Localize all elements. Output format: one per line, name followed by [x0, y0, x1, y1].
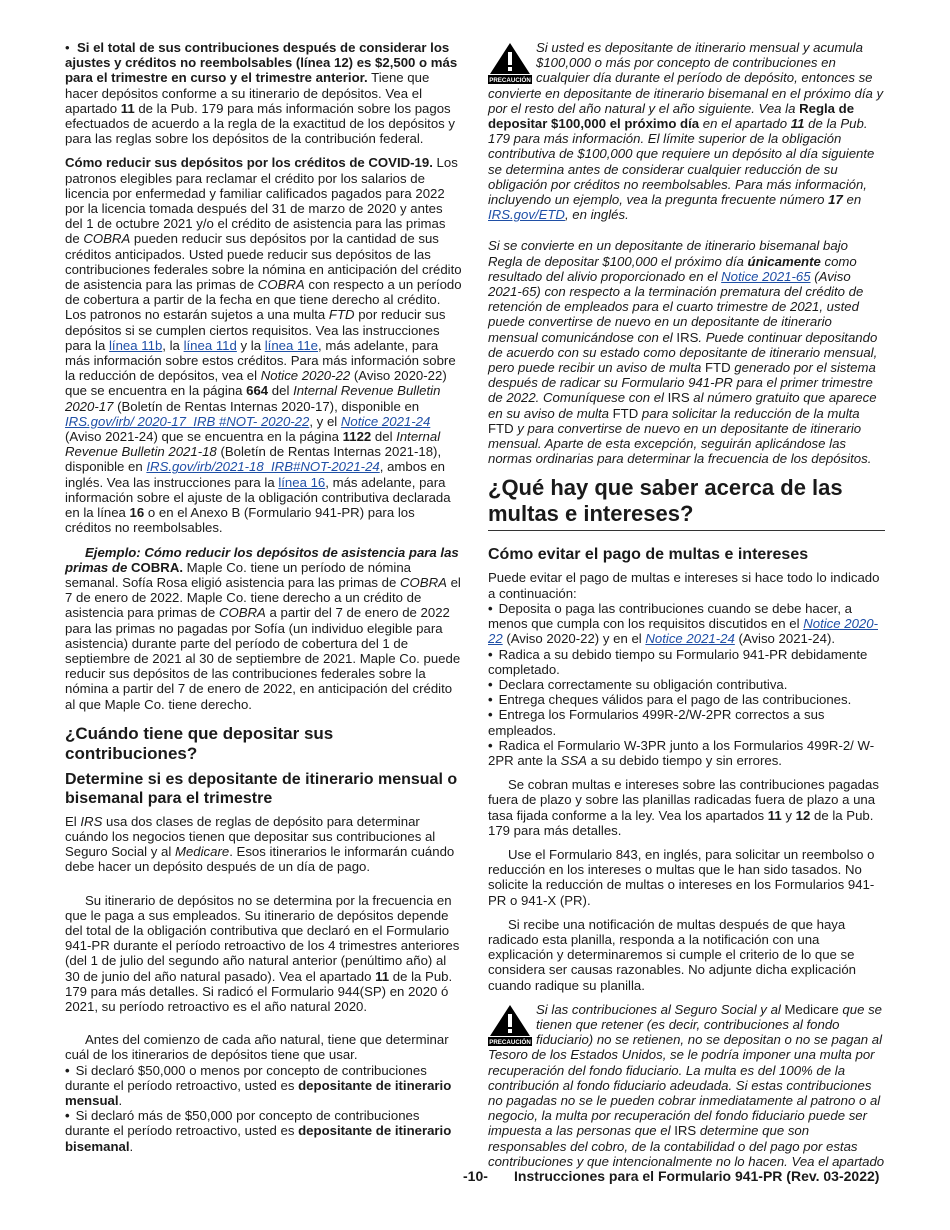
heading-avoid-fines: Cómo evitar el pago de multas e intereses — [488, 546, 809, 564]
heading-when-deposit: ¿Cuándo tiene que depositar sus contribuciones? — [65, 723, 334, 763]
heading-determine-schedule: Determine si es depositante de itinerario mensual o bisemanal para el trimestre — [65, 770, 458, 807]
paragraph-avoid-intro: Puede evitar el pago de multas e intereses si hace todo lo indicado a continuación: — [488, 570, 880, 601]
covid-credits-heading: Cómo reducir sus depósitos por los créditos de COVID-19. — [65, 155, 433, 171]
link-line-11b[interactable]: línea 11b — [109, 337, 163, 353]
bullet-correct-forms: • Entrega los Formularios 499R-2/W-2PR correctos a sus empleados. — [488, 707, 885, 737]
page-number: -10- — [463, 1168, 488, 1184]
paragraph-schedule-choice: Antes del comienzo de cada año natural, tiene que determinar cuál de los itinerarios de depósitos tiene que usar. — [65, 1032, 449, 1063]
bullet-deposit-on-time: • Deposita o paga las contribuciones cuando se debe hacer, a menos que cumpla con los requisitos discutidos en el Notice 2020-22 (Aviso 2020-22) y en el Notice 2021-24 (Aviso 2021-24). — [488, 601, 885, 647]
link-irb-2020-17[interactable]: IRS.gov/irb/ 2020-17_IRB #NOT- 2020-22 — [65, 413, 310, 429]
link-notice-2021-24-b[interactable]: Notice 2021-24 — [645, 631, 735, 647]
link-line-11d[interactable]: línea 11d — [183, 337, 237, 353]
paragraph-deposit-rules: El IRS usa dos clases de reglas de depósito para determinar cuándo los negocios tienen que depositar sus contribuciones al Seguro Social y al Medicare. Esos itinerarios le informarán cuándo debe hacer un depósito después de un día de pago. — [65, 813, 455, 875]
bullet-file-w3pr: • Radica el Formulario W-3PR junto a los Formularios 499R-2/ W-2PR ante la SSA a su debido tiempo y sin errores. — [488, 738, 885, 768]
deposit-threshold-lead: Si el total de sus contribuciones después de considerar los ajustes y créditos no reembolsables (línea 12) es $2,500 o más para el trimestre en curso y el trimestre anterior. — [65, 40, 458, 86]
right-column — [488, 40, 885, 1178]
heading-fines-interest: ¿Qué hay que saber acerca de las multas e intereses? — [488, 475, 843, 527]
bullet-report-correctly: • Declara correctamente su obligación contributiva. — [488, 677, 885, 692]
paragraph-lookback: Su itinerario de depósitos no se determina por la frecuencia en que le paga a sus empleados. Su itinerario de depósitos depende del total de la obligación contributiva que declaró en el Formulario 941-PR durante el período retroactivo de los 4 trimestres anteriores (del 1 de julio del segundo año natural anterior (penúltimo año) al 30 de junio del año natural pasado). Vea el apartado 11 de la Pub. 179 para más detalles. Si radicó el Formulario 944(SP) en 2020 ó 2021, su período retroactivo es el año natural 2020. — [65, 892, 460, 1014]
link-line-11e[interactable]: línea 11e — [264, 337, 319, 353]
paragraph-notice-2021-65: Si se convierte en un depositante de itinerario bisemanal bajo Regla de depositar $100,000 el próximo día únicamente como resultado del alivio proporcionado en el Notice 2021-65 (Aviso 2021-65) con respecto a la terminación prematura del crédito de retención de empleados para el cuarto trimestre de 2021, usted puede convertirse de nuevo en un depositante de itinerario mensual comunicándose con el IRS. Puede continuar depositando de acuerdo con su estado como depositante de itinerario mensual, pero puede recibir un aviso de multa FTD generado por el sistema después de radicar su Formulario 941-PR para el primer trimestre de 2022. Comuníquese con el IRS al número gratuito que aparece en su aviso de multa FTD para solicitar la reducción de la multa FTD y para convertirse de nuevo en un depositante de itinerario mensual. Aparte de esta excepción, seguirán aplicándose las normas ordinarias para determinar la frecuencia de los depósitos. — [488, 238, 878, 467]
paragraph-penalties-charged: Se cobran multas e intereses sobre las contribuciones pagadas fuera de plazo y sobre las planillas radicadas fuera de plazo a una tasa fijada conforme a la ley. Vea los apartados 11 y 12 de la Pub. 179 para más detalles. — [488, 777, 879, 838]
link-line-16[interactable]: línea 16 — [278, 474, 326, 490]
document-title: Instrucciones para el Formulario 941-PR (Rev. 03-2022) — [514, 1168, 880, 1184]
paragraph-example-cobra: Ejemplo: Cómo reducir los depósitos de asistencia para las primas de COBRA. Maple Co. tiene un período de nómina semanal. Sofía Rosa eligió asistencia para las primas de COBRA el 7 de enero de 2022. Maple Co. tiene derecho a un crédito de asistencia para primas de COBRA a partir del 7 de enero de 2022 para las primas no pagadas por Sofía (un individuo elegible para asistencia) durante parte del período de cobertura del 1 de septiembre de 2021 al 30 de septiembre de 2021. Maple Co. puede reducir sus depósitos de las contribuciones federales sobre la nómina a partir del 7 de enero de 2022, en anticipación del crédito al que Maple Co. tiene derecho. — [65, 544, 461, 712]
paragraph-penalty-notice: Si recibe una notificación de multas después de que haya radicado esta planilla, responda a la notificación con una explicación y determinaremos si cumple el criterio de lo que se considera ser causas razonables. No adjunte dicha explicación cuando radique su planilla. — [488, 916, 857, 993]
example-heading: Ejemplo: Cómo reducir los depósitos de asistencia para las primas de — [65, 544, 459, 575]
link-irs-etd[interactable]: IRS.gov/ETD — [488, 207, 565, 223]
link-irb-2021-18[interactable]: IRS.gov/irb/2021-18_IRB#NOT-2021-24 — [146, 459, 380, 475]
caution-trust-fund: PRECAUCIÓN Si las contribuciones al Seguro Social y al Medicare que se tienen que retener (es decir, contribuciones al fondo fiduciario) no se retienen, no se depositan o no se pagan al Tesoro de los Estados Unidos, se le podría imponer una multa por recuperación del fondo fiduciario. La multa es del 100% de la contribución al fondo fiduciario adeudada. Si estas contribuciones no pagadas no se le pueden cobrar inmediatamente al patrono o al negocio, la multa por recuperación del fondo fiduciario puede ser impuesta a las personas que el IRS determine que son responsables del cobro, de la contabilidad o del pago por estas contribuciones y que intencionalmente no lo hacen. Vea el apartado — [488, 1001, 885, 1169]
bullet-valid-checks: • Entrega cheques válidos para el pago de las contribuciones. — [488, 692, 885, 707]
link-notice-2021-65[interactable]: Notice 2021-65 — [721, 268, 811, 284]
bullet-semiweekly: • Si declaró más de $50,000 por concepto de contribuciones durante el período retroactivo, usted es depositante de itinerario bisemanal. — [65, 1108, 462, 1154]
caution-100000-rule: PRECAUCIÓN Si usted es depositante de itinerario mensual y acumula $100,000 o más por concepto de contribuciones en cualquier día durante el período de depósito, entonces se convierte en depositante de itinerario bisemanal en el próximo día y por el resto del año natural y el año siguiente. Vea la Regla de depositar $100,000 el próximo día en el apartado 11 de la Pub. 179 para más información. El límite superior de la obligación contributiva de $100,000 que requiere un depósito al día siguiente se determina antes de considerar cualquier reducción de su obligación por créditos no reembolsables. Para más información, incluyendo un ejemplo, vea la pregunta frecuente número 17 en IRS.gov/ETD, en inglés. — [488, 40, 884, 223]
section-divider — [488, 530, 885, 531]
caution-label: PRECAUCIÓN — [489, 77, 531, 84]
paragraph-covid-credits: Cómo reducir sus depósitos por los créditos de COVID-19. Los patronos elegibles para reclamar el crédito por los salarios de licencia por enfermedad y familiar calificados pagados para 2022 por la licencia tomada después del 31 de marzo de 2020 y antes del 1 de octubre 2021 y/o el crédito de asistencia para las primas de COBRA pueden reducir sus depósitos por la cantidad de sus créditos anticipados. Usted puede reducir sus depósitos de las contribuciones federales sobre la nómina en anticipación del crédito de asistencia para las primas de COBRA con respecto a un período de cobertura a partir de la fecha en que tiene derecho al crédito. Los patronos no estarán sujetos a una multa FTD por reducir sus depósitos si se cumplen ciertos requisitos. Vea las instrucciones para la línea 11b, la línea 11d y la línea 11e, más adelante, para más información sobre estos créditos. Para más información sobre la reducción de depósitos, vea el Notice 2020-22 (Aviso 2020-22) que se encuentra en la página 664 del Internal Revenue Bulletin 2020-17 (Boletín de Rentas Internas 2020-17), disponible en IRS.gov/irb/ 2020-17_IRB #NOT- 2020-22, y el Notice 2021-24 (Aviso 2021-24) que se encuentra en la página 1122 del Internal Revenue Bulletin 2021-18 (Boletín de Rentas Internas 2021-18), disponible en IRS.gov/irb/2021-18_IRB#NOT-2021-24, ambos en inglés. Vea las instrucciones para la línea 16, más adelante, para información sobre el ajuste de la obligación contributiva declarada en la línea 16 o en el Anexo B (Formulario 941-PR) para los créditos no reembolsables. — [65, 155, 462, 536]
paragraph-deposit-threshold: • Si el total de sus contribuciones después de considerar los ajustes y créditos no reembolsables (línea 12) es $2,500 o más para el trimestre en curso y el trimestre anterior. Tiene que hacer depósitos conforme a su itinerario de depósitos. Vea el apartado 11 de la Pub. 179 para más información sobre los pagos efectuados de acuerdo a la regla de la exactitud de los depósitos y para las reglas sobre los depósitos de la contribución federal. — [65, 40, 458, 147]
link-notice-2021-24[interactable]: Notice 2021-24 — [340, 413, 431, 429]
caution-icon — [488, 1004, 532, 1046]
left-column — [65, 40, 462, 1154]
caution-icon — [488, 42, 532, 84]
caution-label: PRECAUCIÓN — [489, 1038, 531, 1046]
bullet-monthly: • Si declaró $50,000 o menos por concepto de contribuciones durante el período retroactivo, usted es depositante de itinerario mensual. — [65, 1063, 462, 1109]
paragraph-form-843: Use el Formulario 843, en inglés, para solicitar un reembolso o reducción en los intereses o multas que le han sido tasados. No solicite la reducción de multas o intereses en los Formularios 941-PR o 941-X (PR). — [488, 846, 875, 908]
link-notice-2020-22[interactable]: Notice 2020-22 — [488, 616, 878, 647]
bullet-file-on-time: • Radica a su debido tiempo su Formulario 941-PR debidamente completado. — [488, 647, 885, 677]
